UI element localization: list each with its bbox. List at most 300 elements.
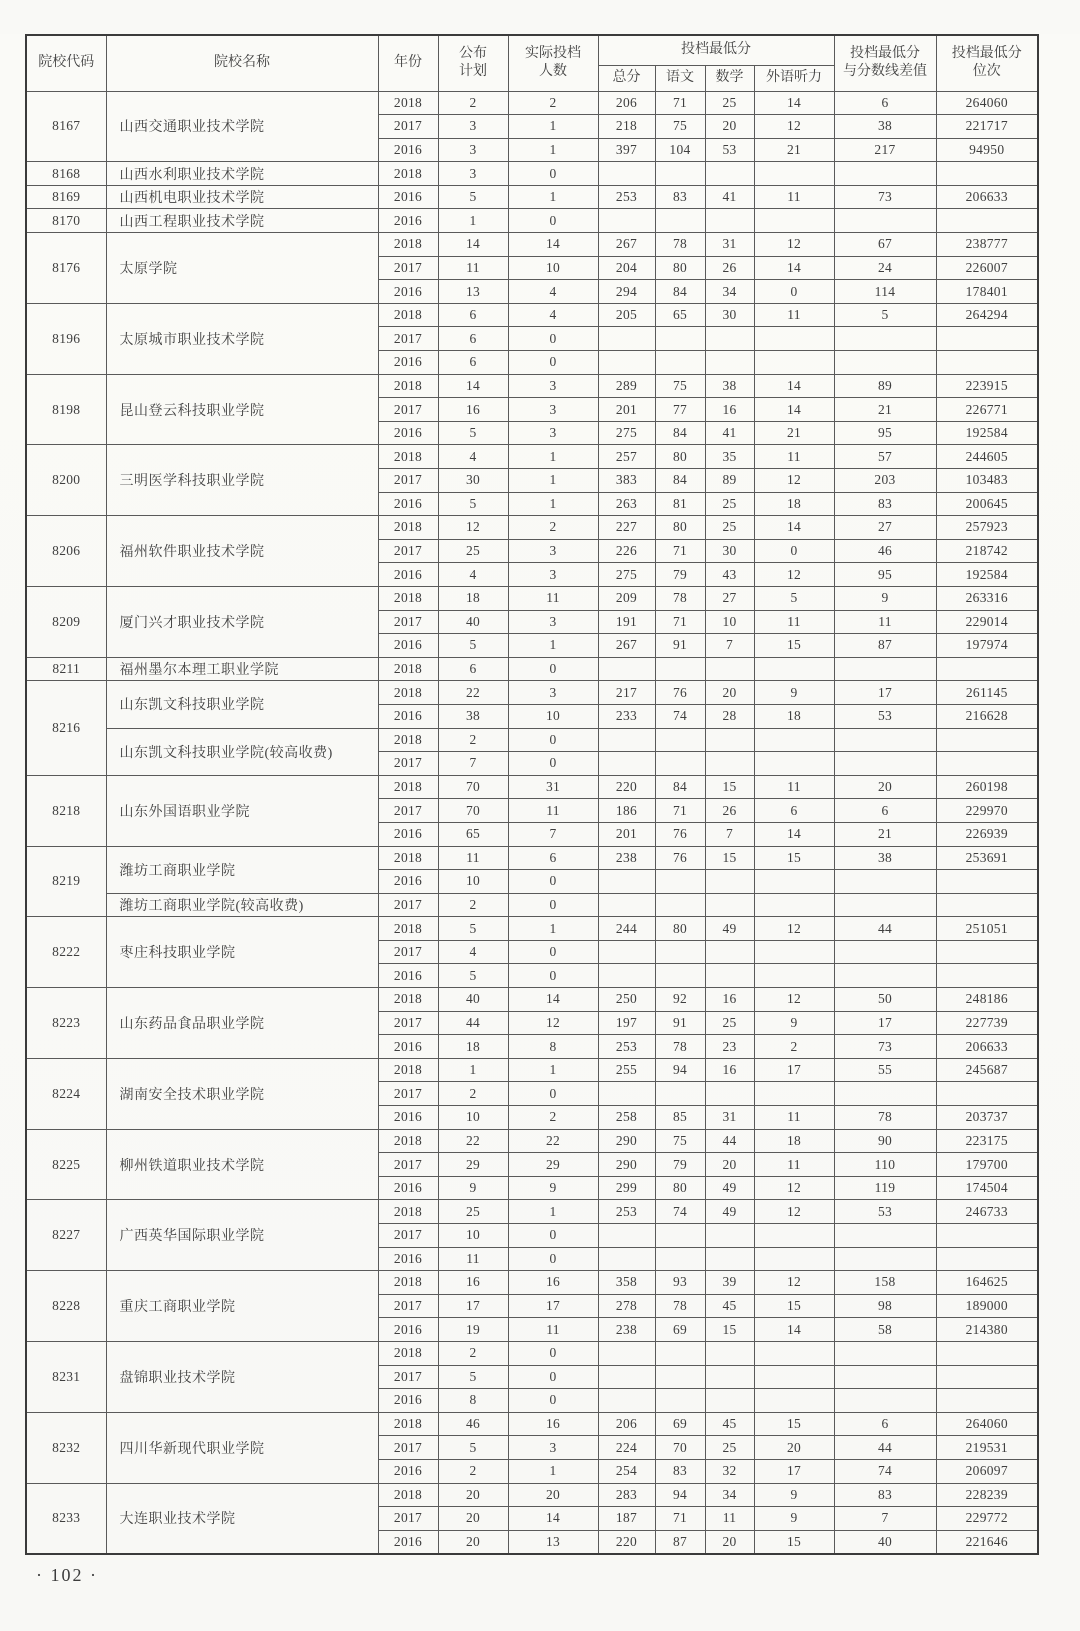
- listening-score-cell: 15: [754, 1294, 834, 1318]
- year-cell: 2018: [378, 988, 438, 1012]
- actual-filed-cell: 16: [508, 1271, 598, 1295]
- math-score-cell: 32: [705, 1459, 754, 1483]
- chinese-score-cell: 78: [655, 586, 705, 610]
- table-row: [26, 657, 1038, 681]
- listening-score-cell: [754, 327, 834, 351]
- chinese-score-cell: 71: [655, 799, 705, 823]
- listening-score-cell: [754, 870, 834, 894]
- chinese-score-cell: 84: [655, 775, 705, 799]
- plan-cell: 17: [438, 1294, 508, 1318]
- chinese-score-cell: [655, 1365, 705, 1389]
- actual-filed-cell: 2: [508, 516, 598, 540]
- listening-score-cell: 15: [754, 1412, 834, 1436]
- listening-score-cell: 14: [754, 374, 834, 398]
- listening-score-cell: [754, 752, 834, 776]
- college-code-cell: 8206: [26, 516, 106, 587]
- rank-cell: [936, 351, 1038, 375]
- chinese-score-cell: 76: [655, 846, 705, 870]
- header-published-plan-line1: 公布: [459, 46, 487, 62]
- listening-score-cell: 14: [754, 822, 834, 846]
- rank-cell: 94950: [936, 138, 1038, 162]
- plan-cell: 70: [438, 799, 508, 823]
- math-score-cell: 49: [705, 917, 754, 941]
- rank-cell: 206097: [936, 1459, 1038, 1483]
- total-score-cell: 227: [598, 516, 655, 540]
- actual-filed-cell: 14: [508, 988, 598, 1012]
- listening-score-cell: 15: [754, 1530, 834, 1554]
- total-score-cell: 294: [598, 280, 655, 304]
- total-score-cell: 267: [598, 634, 655, 658]
- total-score-cell: 238: [598, 846, 655, 870]
- listening-score-cell: 11: [754, 1106, 834, 1130]
- actual-filed-cell: 8: [508, 1035, 598, 1059]
- rank-cell: [936, 940, 1038, 964]
- college-code-cell: 8196: [26, 303, 106, 374]
- listening-score-cell: 12: [754, 233, 834, 257]
- chinese-score-cell: [655, 657, 705, 681]
- math-score-cell: 26: [705, 256, 754, 280]
- rank-cell: [936, 752, 1038, 776]
- college-name-cell: 山东药品食品职业学院: [106, 988, 378, 1059]
- rank-cell: 179700: [936, 1153, 1038, 1177]
- score-diff-cell: 95: [834, 421, 936, 445]
- actual-filed-cell: 17: [508, 1294, 598, 1318]
- actual-filed-cell: 3: [508, 374, 598, 398]
- math-score-cell: 31: [705, 1106, 754, 1130]
- listening-score-cell: 11: [754, 610, 834, 634]
- header-chinese-score: 语文: [655, 65, 705, 91]
- year-cell: 2016: [378, 492, 438, 516]
- college-name-cell: 山西交通职业技术学院: [106, 91, 378, 162]
- rank-cell: 229772: [936, 1507, 1038, 1531]
- plan-cell: 4: [438, 445, 508, 469]
- plan-cell: 10: [438, 1106, 508, 1130]
- chinese-score-cell: 75: [655, 115, 705, 139]
- table-row: [26, 516, 1038, 540]
- plan-cell: 11: [438, 846, 508, 870]
- plan-cell: 4: [438, 563, 508, 587]
- math-score-cell: 89: [705, 469, 754, 493]
- listening-score-cell: 2: [754, 1035, 834, 1059]
- plan-cell: 2: [438, 728, 508, 752]
- score-diff-cell: 53: [834, 1200, 936, 1224]
- rank-cell: 264060: [936, 1412, 1038, 1436]
- plan-cell: 46: [438, 1412, 508, 1436]
- math-score-cell: [705, 940, 754, 964]
- year-cell: 2018: [378, 657, 438, 681]
- actual-filed-cell: 1: [508, 185, 598, 209]
- math-score-cell: 20: [705, 681, 754, 705]
- total-score-cell: 253: [598, 1035, 655, 1059]
- total-score-cell: [598, 209, 655, 233]
- year-cell: 2017: [378, 327, 438, 351]
- chinese-score-cell: [655, 1224, 705, 1248]
- score-diff-cell: 46: [834, 539, 936, 563]
- year-cell: 2017: [378, 1507, 438, 1531]
- listening-score-cell: 18: [754, 1129, 834, 1153]
- rank-cell: 103483: [936, 469, 1038, 493]
- chinese-score-cell: 84: [655, 469, 705, 493]
- actual-filed-cell: 9: [508, 1176, 598, 1200]
- score-diff-cell: 110: [834, 1153, 936, 1177]
- listening-score-cell: [754, 893, 834, 917]
- total-score-cell: [598, 752, 655, 776]
- year-cell: 2016: [378, 1247, 438, 1271]
- total-score-cell: 275: [598, 563, 655, 587]
- score-diff-cell: [834, 1247, 936, 1271]
- score-diff-cell: 44: [834, 1436, 936, 1460]
- total-score-cell: 226: [598, 539, 655, 563]
- year-cell: 2018: [378, 1058, 438, 1082]
- total-score-cell: 220: [598, 1530, 655, 1554]
- chinese-score-cell: 80: [655, 917, 705, 941]
- plan-cell: 5: [438, 421, 508, 445]
- year-cell: 2017: [378, 398, 438, 422]
- actual-filed-cell: 16: [508, 1412, 598, 1436]
- listening-score-cell: 11: [754, 445, 834, 469]
- header-listening-score: 外语听力: [754, 65, 834, 91]
- year-cell: 2016: [378, 1389, 438, 1413]
- listening-score-cell: 9: [754, 1483, 834, 1507]
- total-score-cell: [598, 162, 655, 186]
- actual-filed-cell: 0: [508, 351, 598, 375]
- total-score-cell: [598, 1341, 655, 1365]
- score-diff-cell: 6: [834, 1412, 936, 1436]
- math-score-cell: 10: [705, 610, 754, 634]
- math-score-cell: [705, 870, 754, 894]
- actual-filed-cell: 0: [508, 940, 598, 964]
- total-score-cell: 220: [598, 775, 655, 799]
- listening-score-cell: 20: [754, 1436, 834, 1460]
- rank-cell: [936, 1247, 1038, 1271]
- math-score-cell: 25: [705, 1011, 754, 1035]
- college-code-cell: 8233: [26, 1483, 106, 1554]
- listening-score-cell: 11: [754, 185, 834, 209]
- math-score-cell: [705, 752, 754, 776]
- header-score-diff: [834, 35, 936, 91]
- actual-filed-cell: 3: [508, 398, 598, 422]
- listening-score-cell: 12: [754, 917, 834, 941]
- table-row: [26, 1058, 1038, 1082]
- total-score-cell: 383: [598, 469, 655, 493]
- header-min-score-rank: [936, 35, 1038, 91]
- listening-score-cell: 14: [754, 516, 834, 540]
- score-diff-cell: 95: [834, 563, 936, 587]
- score-diff-cell: 9: [834, 586, 936, 610]
- plan-cell: 6: [438, 303, 508, 327]
- math-score-cell: 45: [705, 1412, 754, 1436]
- year-cell: 2018: [378, 728, 438, 752]
- total-score-cell: 275: [598, 421, 655, 445]
- year-cell: 2017: [378, 1011, 438, 1035]
- total-score-cell: 358: [598, 1271, 655, 1295]
- plan-cell: 12: [438, 516, 508, 540]
- actual-filed-cell: 7: [508, 822, 598, 846]
- rank-cell: 229970: [936, 799, 1038, 823]
- listening-score-cell: [754, 1389, 834, 1413]
- math-score-cell: 15: [705, 846, 754, 870]
- rank-cell: 263316: [936, 586, 1038, 610]
- listening-score-cell: 9: [754, 1011, 834, 1035]
- actual-filed-cell: 3: [508, 1436, 598, 1460]
- table-row: [26, 162, 1038, 186]
- plan-cell: 16: [438, 398, 508, 422]
- math-score-cell: [705, 728, 754, 752]
- chinese-score-cell: [655, 327, 705, 351]
- plan-cell: 7: [438, 752, 508, 776]
- math-score-cell: 31: [705, 233, 754, 257]
- listening-score-cell: [754, 209, 834, 233]
- college-code-cell: 8167: [26, 91, 106, 162]
- plan-cell: 5: [438, 1436, 508, 1460]
- total-score-cell: [598, 1224, 655, 1248]
- chinese-score-cell: 71: [655, 1507, 705, 1531]
- actual-filed-cell: 2: [508, 91, 598, 115]
- score-diff-cell: 87: [834, 634, 936, 658]
- college-code-cell: 8223: [26, 988, 106, 1059]
- plan-cell: 40: [438, 988, 508, 1012]
- plan-cell: 2: [438, 893, 508, 917]
- plan-cell: 11: [438, 256, 508, 280]
- table-header: [26, 35, 1038, 91]
- chinese-score-cell: [655, 162, 705, 186]
- total-score-cell: 204: [598, 256, 655, 280]
- rank-cell: 226771: [936, 398, 1038, 422]
- year-cell: 2018: [378, 586, 438, 610]
- total-score-cell: 218: [598, 115, 655, 139]
- actual-filed-cell: 0: [508, 162, 598, 186]
- total-score-cell: 201: [598, 398, 655, 422]
- chinese-score-cell: [655, 940, 705, 964]
- total-score-cell: [598, 327, 655, 351]
- college-code-cell: 8198: [26, 374, 106, 445]
- chinese-score-cell: 83: [655, 1459, 705, 1483]
- plan-cell: 2: [438, 91, 508, 115]
- table-row: [26, 233, 1038, 257]
- college-name-cell: 福州软件职业技术学院: [106, 516, 378, 587]
- year-cell: 2016: [378, 634, 438, 658]
- score-diff-cell: 20: [834, 775, 936, 799]
- actual-filed-cell: 14: [508, 1507, 598, 1531]
- chinese-score-cell: 76: [655, 822, 705, 846]
- chinese-score-cell: [655, 1341, 705, 1365]
- listening-score-cell: [754, 1365, 834, 1389]
- plan-cell: 40: [438, 610, 508, 634]
- actual-filed-cell: 1: [508, 634, 598, 658]
- total-score-cell: 205: [598, 303, 655, 327]
- plan-cell: 5: [438, 185, 508, 209]
- listening-score-cell: 14: [754, 398, 834, 422]
- table-row: [26, 185, 1038, 209]
- plan-cell: 3: [438, 115, 508, 139]
- listening-score-cell: 18: [754, 492, 834, 516]
- year-cell: 2018: [378, 1129, 438, 1153]
- college-code-cell: 8224: [26, 1058, 106, 1129]
- year-cell: 2017: [378, 115, 438, 139]
- score-diff-cell: [834, 752, 936, 776]
- header-published-plan: [438, 35, 508, 91]
- year-cell: 2016: [378, 1176, 438, 1200]
- table-row: [26, 728, 1038, 752]
- plan-cell: 14: [438, 233, 508, 257]
- year-cell: 2016: [378, 138, 438, 162]
- listening-score-cell: 12: [754, 988, 834, 1012]
- header-score-diff-line1: 投档最低分: [850, 46, 920, 62]
- rank-cell: 189000: [936, 1294, 1038, 1318]
- math-score-cell: 34: [705, 1483, 754, 1507]
- chinese-score-cell: 84: [655, 421, 705, 445]
- year-cell: 2018: [378, 917, 438, 941]
- score-diff-cell: [834, 1389, 936, 1413]
- score-diff-cell: [834, 1082, 936, 1106]
- actual-filed-cell: 0: [508, 1365, 598, 1389]
- year-cell: 2016: [378, 351, 438, 375]
- score-diff-cell: 50: [834, 988, 936, 1012]
- score-diff-cell: 21: [834, 822, 936, 846]
- score-diff-cell: [834, 351, 936, 375]
- score-diff-cell: [834, 1341, 936, 1365]
- table-row: [26, 846, 1038, 870]
- header-year: [378, 35, 438, 91]
- college-code-cell: 8211: [26, 657, 106, 681]
- plan-cell: 38: [438, 704, 508, 728]
- chinese-score-cell: 78: [655, 233, 705, 257]
- math-score-cell: 41: [705, 421, 754, 445]
- plan-cell: 18: [438, 586, 508, 610]
- total-score-cell: 206: [598, 91, 655, 115]
- college-name-cell: 山西工程职业技术学院: [106, 209, 378, 233]
- total-score-cell: 209: [598, 586, 655, 610]
- actual-filed-cell: 0: [508, 1224, 598, 1248]
- rank-cell: 197974: [936, 634, 1038, 658]
- college-code-cell: 8176: [26, 233, 106, 304]
- listening-score-cell: 12: [754, 469, 834, 493]
- college-name-cell: 三明医学科技职业学院: [106, 445, 378, 516]
- table-row: [26, 1200, 1038, 1224]
- math-score-cell: 34: [705, 280, 754, 304]
- total-score-cell: [598, 728, 655, 752]
- score-diff-cell: 55: [834, 1058, 936, 1082]
- actual-filed-cell: 2: [508, 1106, 598, 1130]
- actual-filed-cell: 20: [508, 1483, 598, 1507]
- chinese-score-cell: [655, 351, 705, 375]
- score-diff-cell: 6: [834, 799, 936, 823]
- plan-cell: 70: [438, 775, 508, 799]
- college-name-cell: 山东凯文科技职业学院(较高收费): [106, 728, 378, 775]
- header-college-code-label: 院校代码: [38, 55, 95, 71]
- year-cell: 2016: [378, 421, 438, 445]
- rank-cell: 221646: [936, 1530, 1038, 1554]
- chinese-score-cell: 74: [655, 704, 705, 728]
- total-score-cell: 244: [598, 917, 655, 941]
- chinese-score-cell: [655, 752, 705, 776]
- scanned-document-page: [0, 34, 1080, 1631]
- year-cell: 2017: [378, 256, 438, 280]
- college-name-cell: 福州墨尔本理工职业学院: [106, 657, 378, 681]
- chinese-score-cell: 94: [655, 1483, 705, 1507]
- listening-score-cell: [754, 1341, 834, 1365]
- rank-cell: [936, 1341, 1038, 1365]
- listening-score-cell: [754, 351, 834, 375]
- college-name-cell: 山西水利职业技术学院: [106, 162, 378, 186]
- listening-score-cell: 12: [754, 1176, 834, 1200]
- header-row-top: [26, 35, 1038, 65]
- table-row: [26, 91, 1038, 115]
- year-cell: 2018: [378, 1200, 438, 1224]
- actual-filed-cell: 0: [508, 752, 598, 776]
- chinese-score-cell: 81: [655, 492, 705, 516]
- plan-cell: 18: [438, 1035, 508, 1059]
- rank-cell: 248186: [936, 988, 1038, 1012]
- actual-filed-cell: 0: [508, 1389, 598, 1413]
- score-diff-cell: 83: [834, 1483, 936, 1507]
- year-cell: 2016: [378, 822, 438, 846]
- total-score-cell: 253: [598, 1200, 655, 1224]
- year-cell: 2017: [378, 469, 438, 493]
- chinese-score-cell: 78: [655, 1035, 705, 1059]
- year-cell: 2018: [378, 775, 438, 799]
- math-score-cell: 28: [705, 704, 754, 728]
- actual-filed-cell: 0: [508, 870, 598, 894]
- rank-cell: [936, 162, 1038, 186]
- math-score-cell: 25: [705, 516, 754, 540]
- math-score-cell: 16: [705, 398, 754, 422]
- score-diff-cell: [834, 1365, 936, 1389]
- plan-cell: 20: [438, 1483, 508, 1507]
- year-cell: 2017: [378, 1294, 438, 1318]
- college-code-cell: 8200: [26, 445, 106, 516]
- listening-score-cell: [754, 1224, 834, 1248]
- year-cell: 2016: [378, 1106, 438, 1130]
- math-score-cell: [705, 893, 754, 917]
- math-score-cell: 49: [705, 1176, 754, 1200]
- rank-cell: 223915: [936, 374, 1038, 398]
- actual-filed-cell: 31: [508, 775, 598, 799]
- plan-cell: 2: [438, 1459, 508, 1483]
- plan-cell: 20: [438, 1530, 508, 1554]
- listening-score-cell: 12: [754, 1200, 834, 1224]
- score-diff-cell: [834, 209, 936, 233]
- header-year-label: 年份: [394, 55, 422, 71]
- college-name-cell: 盘锦职业技术学院: [106, 1341, 378, 1412]
- score-diff-cell: [834, 1224, 936, 1248]
- math-score-cell: 41: [705, 185, 754, 209]
- total-score-cell: 201: [598, 822, 655, 846]
- plan-cell: 14: [438, 374, 508, 398]
- year-cell: 2016: [378, 1318, 438, 1342]
- college-code-cell: 8168: [26, 162, 106, 186]
- listening-score-cell: 17: [754, 1058, 834, 1082]
- college-name-cell: 潍坊工商职业学院(较高收费): [106, 893, 378, 917]
- actual-filed-cell: 0: [508, 657, 598, 681]
- actual-filed-cell: 29: [508, 1153, 598, 1177]
- plan-cell: 3: [438, 138, 508, 162]
- listening-score-cell: 12: [754, 1271, 834, 1295]
- score-diff-cell: 11: [834, 610, 936, 634]
- actual-filed-cell: 1: [508, 1058, 598, 1082]
- table-row: [26, 1129, 1038, 1153]
- plan-cell: 5: [438, 492, 508, 516]
- score-diff-cell: 74: [834, 1459, 936, 1483]
- chinese-score-cell: [655, 893, 705, 917]
- score-diff-cell: [834, 893, 936, 917]
- chinese-score-cell: [655, 209, 705, 233]
- actual-filed-cell: 0: [508, 964, 598, 988]
- total-score-cell: 289: [598, 374, 655, 398]
- math-score-cell: 53: [705, 138, 754, 162]
- math-score-cell: 35: [705, 445, 754, 469]
- college-name-cell: 山东凯文科技职业学院: [106, 681, 378, 728]
